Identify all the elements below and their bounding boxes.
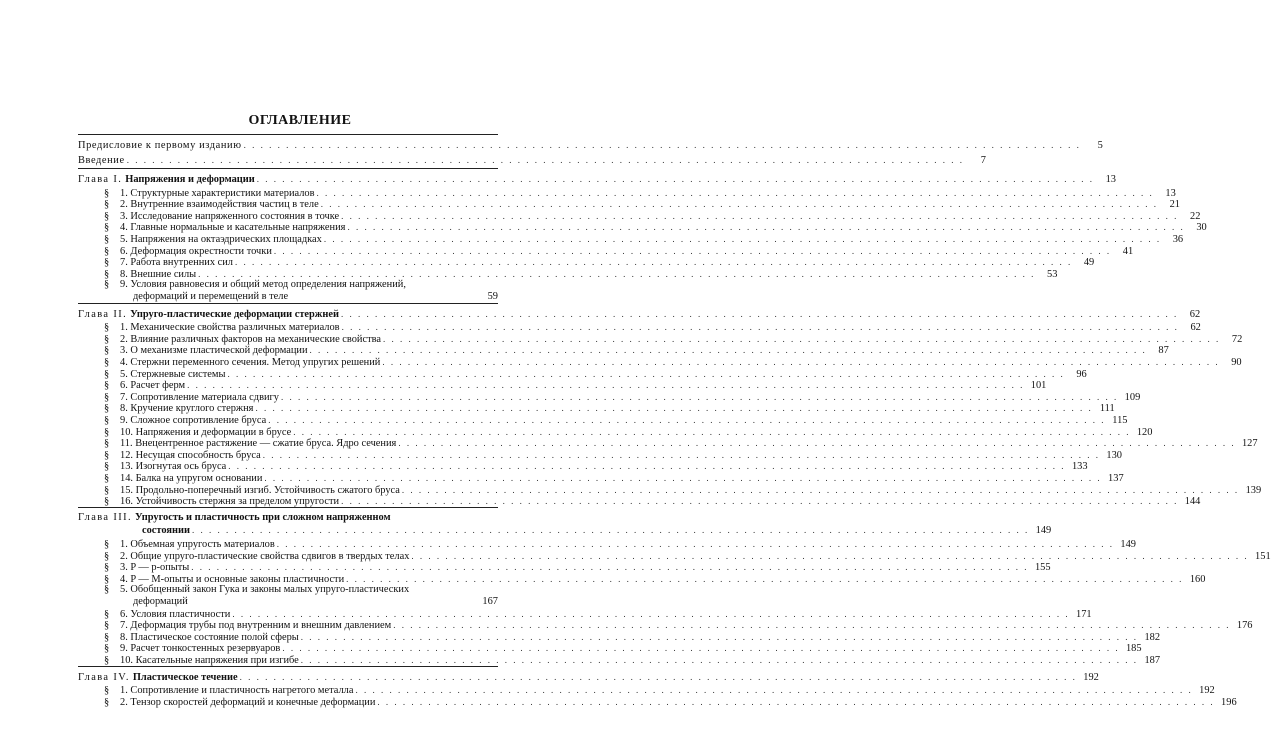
section-title: 4. Главные нормальные и касательные напряжения	[120, 222, 346, 234]
page-number: 62	[1189, 308, 1201, 320]
section-symbol: §	[104, 368, 110, 380]
section-title: 2. Влияние различных факторов на механические свойства	[120, 333, 382, 345]
leader-dots	[277, 538, 1114, 550]
leader-dots	[282, 642, 1119, 654]
section-symbol: §	[104, 473, 110, 484]
section-title: 1. Объемная упругость материалов	[120, 539, 275, 550]
section-symbol: §	[104, 245, 110, 257]
chapter-label: Глава IV.	[78, 671, 130, 683]
leader-dots	[227, 368, 1064, 380]
page-number: 185	[1125, 643, 1142, 655]
section-symbol: §	[104, 333, 110, 345]
page-number: 90	[1231, 357, 1242, 368]
section-symbol: §	[104, 643, 110, 655]
page-number: 137	[1108, 473, 1124, 484]
section-symbol: §	[104, 380, 110, 392]
section-symbol: §	[104, 449, 110, 461]
page-number: 41	[1122, 245, 1134, 257]
page-number: 182	[1144, 631, 1161, 643]
section-title: 5. Обобщенный закон Гука и законы малых упруго-пластических	[120, 584, 410, 596]
divider-line	[78, 666, 498, 667]
leader-dots	[228, 460, 1065, 472]
leader-dots	[274, 245, 1111, 257]
toc-chapter-heading	[78, 512, 498, 524]
toc-section-entry-cont	[133, 596, 498, 608]
page-number: 187	[1144, 655, 1161, 666]
page-number: 13	[1105, 174, 1116, 185]
leader-dots	[341, 495, 1178, 507]
leader-dots	[346, 573, 1183, 585]
divider-line	[78, 507, 498, 508]
section-symbol: §	[104, 268, 110, 280]
page-number: 130	[1106, 449, 1122, 461]
leader-dots	[301, 631, 1138, 643]
leader-dots	[198, 268, 1035, 280]
leader-dots	[393, 619, 1230, 631]
chapter-heading	[78, 174, 255, 186]
page-number: 7	[980, 154, 986, 166]
section-symbol: §	[104, 322, 110, 334]
chapter-label: Глава III.	[78, 511, 132, 523]
page-number: 176	[1236, 620, 1253, 632]
page-number: 149	[1120, 539, 1136, 550]
section-symbol: §	[104, 496, 110, 508]
section-symbol: §	[104, 187, 110, 199]
section-title: 8. Кручение круглого стержня	[120, 403, 254, 415]
page-number: 149	[1035, 525, 1052, 537]
leader-dots	[342, 321, 1179, 333]
leader-dots	[324, 233, 1161, 245]
leader-dots	[317, 187, 1154, 199]
leader-dots	[232, 608, 1069, 620]
page-number: 96	[1076, 368, 1087, 380]
page-number: 5	[1097, 140, 1103, 151]
section-symbol: §	[104, 484, 110, 496]
section-title: 3. О механизме пластической деформации	[120, 345, 308, 357]
leader-dots	[257, 173, 1094, 185]
section-symbol: §	[104, 539, 110, 550]
page-number: 36	[1172, 234, 1184, 245]
toc-entry-front	[78, 139, 1103, 152]
section-title: 8. Пластическое состояние полой сферы	[120, 631, 299, 643]
divider-line	[78, 168, 498, 169]
toc-chapter-heading	[78, 308, 1201, 321]
page-number: 22	[1190, 210, 1201, 222]
leader-dots	[310, 344, 1147, 356]
section-title: 11. Внецентренное растяжение — сжатие бруса. Ядро сечения	[120, 438, 397, 450]
section-title: 4. P — M-опыты и основные законы пластичности	[120, 573, 345, 585]
page-number: 101	[1030, 380, 1047, 392]
toc-chapter-heading-cont	[142, 524, 1052, 537]
page-number: 109	[1124, 391, 1141, 403]
section-title: 9. Расчет тонкостенных резервуаров	[120, 643, 281, 655]
page-number: 196	[1221, 696, 1237, 708]
leader-dots	[240, 671, 1077, 683]
toc-section-entry	[104, 584, 498, 596]
leader-dots	[187, 379, 1024, 391]
section-symbol: §	[104, 426, 110, 438]
section-title: 1. Структурные характеристики материалов	[120, 187, 315, 199]
leader-dots	[264, 472, 1101, 484]
leader-dots	[192, 524, 1029, 536]
section-symbol: §	[104, 391, 110, 403]
leader-dots	[235, 256, 1072, 268]
section-symbol: §	[104, 631, 110, 643]
section-title: 10. Напряжения и деформации в брусе	[120, 426, 292, 438]
toc-section-entry-cont	[133, 291, 498, 303]
entry-title: Введение	[78, 154, 125, 166]
chapter-label: Глава I.	[78, 174, 123, 185]
section-symbol: §	[104, 685, 110, 697]
section-symbol: §	[104, 584, 110, 596]
section-symbol: §	[104, 222, 110, 234]
section-title: 2. Общие упруго-пластические свойства сдвигов в твердых телах	[120, 550, 410, 562]
section-title: 13. Изогнутая ось бруса	[120, 461, 227, 473]
entry-title: Предисловие к первому изданию	[78, 140, 242, 151]
section-symbol: §	[104, 562, 110, 574]
section-title-cont: деформаций и перемещений в теле	[133, 291, 289, 302]
section-title: 9. Условия равновесия и общий метод определения напряжений,	[120, 279, 406, 291]
page-number: 120	[1136, 426, 1153, 438]
chapter-title: Напряжения и деформации	[125, 174, 255, 185]
section-symbol: §	[104, 461, 110, 473]
page-number: 192	[1083, 671, 1099, 683]
leader-dots	[377, 696, 1214, 708]
section-title: 8. Внешние силы	[120, 268, 197, 280]
section-title: 14. Балка на упругом основании	[120, 473, 263, 484]
page-number: 62	[1190, 322, 1201, 334]
page-number: 13	[1165, 187, 1176, 199]
section-title: 2. Тензор скоростей деформаций и конечные деформации	[120, 696, 376, 708]
page-number: 59	[487, 291, 498, 302]
leader-dots	[127, 154, 964, 166]
section-title: 7. Сопротивление материала сдвигу	[120, 391, 280, 403]
page-number: 160	[1189, 573, 1206, 585]
section-symbol: §	[104, 403, 110, 415]
chapter-title: Упруго-пластические деформации стержней	[130, 308, 339, 320]
section-title: 10. Касательные напряжения при изгибе	[120, 655, 299, 666]
page-number: 30	[1196, 222, 1207, 234]
toc-section-entry	[104, 279, 498, 291]
page-number: 53	[1047, 268, 1058, 280]
leader-dots	[398, 437, 1235, 449]
section-title: 9. Сложное сопротивление бруса	[120, 415, 267, 426]
page-number: 127	[1241, 438, 1258, 450]
section-symbol: §	[104, 696, 110, 708]
section-title: 3. P — p-опыты	[120, 562, 190, 574]
section-title: 7. Деформация трубы под внутренним и внешним давлением	[120, 620, 392, 632]
divider-line	[78, 303, 498, 304]
section-title: 2. Внутренние взаимодействия частиц в теле	[120, 199, 319, 211]
chapter-title: Пластическое течение	[132, 671, 238, 683]
toc-chapter-heading	[78, 173, 1116, 186]
leader-dots	[383, 333, 1220, 345]
section-title: 1. Сопротивление и пластичность нагретого металла	[120, 685, 354, 697]
section-symbol: §	[104, 279, 110, 291]
leader-dots	[341, 210, 1178, 222]
section-symbol: §	[104, 210, 110, 222]
leader-dots	[268, 414, 1105, 426]
page-number: 21	[1169, 199, 1180, 211]
section-symbol: §	[104, 620, 110, 632]
chapter-heading	[78, 512, 391, 524]
section-symbol: §	[104, 415, 110, 426]
leader-dots	[321, 198, 1158, 210]
page-number: 167	[482, 596, 498, 607]
leader-dots	[281, 391, 1118, 403]
chapter-title: Упругость и пластичность при сложном напряженном	[134, 511, 391, 523]
toc-chapter-heading	[78, 671, 1099, 684]
leader-dots	[191, 561, 1028, 573]
section-title: 7. Работа внутренних сил	[120, 257, 233, 269]
section-title: 6. Расчет ферм	[120, 380, 186, 392]
leader-dots	[255, 402, 1092, 414]
section-symbol: §	[104, 438, 110, 450]
section-symbol: §	[104, 550, 110, 562]
toc-entry-front	[78, 154, 986, 167]
leader-dots	[411, 550, 1248, 562]
chapter-label: Глава II.	[78, 308, 128, 320]
chapter-heading	[78, 309, 339, 321]
section-symbol: §	[104, 199, 110, 211]
section-symbol: §	[104, 357, 110, 368]
page-number: 115	[1112, 415, 1128, 426]
section-title: 12. Несущая способность бруса	[120, 449, 261, 461]
page-number: 139	[1245, 484, 1262, 496]
section-title: 5. Напряжения на октаэдрических площадках	[120, 234, 322, 245]
page-number: 87	[1158, 345, 1169, 357]
leader-dots	[402, 484, 1239, 496]
page-number: 144	[1184, 496, 1201, 508]
leader-dots	[382, 356, 1219, 368]
toc-section-entry	[104, 696, 1237, 709]
leader-dots	[347, 221, 1184, 233]
section-title: 4. Стержни переменного сечения. Метод упругих решений	[120, 357, 381, 368]
section-symbol: §	[104, 573, 110, 585]
section-symbol: §	[104, 234, 110, 245]
page-number: 171	[1076, 608, 1092, 620]
page-number: 72	[1231, 333, 1243, 345]
leader-dots	[301, 654, 1138, 666]
page-number: 151	[1255, 550, 1271, 562]
divider-line	[78, 134, 498, 135]
section-title: 6. Условия пластичности	[120, 608, 231, 620]
leader-dots	[355, 684, 1192, 696]
page-title: ОГЛАВЛЕНИЕ	[248, 113, 352, 128]
section-symbol: §	[104, 257, 110, 269]
chapter-heading	[78, 672, 238, 684]
leader-dots	[341, 308, 1178, 320]
leader-dots	[244, 139, 1081, 151]
page-number: 155	[1034, 562, 1051, 574]
chapter-title-cont: состоянии	[142, 525, 190, 537]
leader-dots	[293, 426, 1130, 438]
page-number: 49	[1083, 257, 1095, 269]
section-title: 15. Продольно-поперечный изгиб. Устойчивость сжатого бруса	[120, 484, 400, 496]
section-title: 16. Устойчивость стержня за пределом упругости	[120, 496, 340, 508]
section-title: 3. Исследование напряженного состояния в точке	[120, 210, 340, 222]
section-symbol: §	[104, 655, 110, 666]
section-symbol: §	[104, 345, 110, 357]
section-title: 5. Стержневые системы	[120, 368, 226, 380]
leader-dots	[263, 449, 1100, 461]
section-title: 1. Механические свойства различных материалов	[120, 322, 340, 334]
section-title-cont: деформаций	[133, 596, 188, 607]
page-number: 192	[1199, 685, 1215, 697]
section-title: 6. Деформация окрестности точки	[120, 245, 272, 257]
page-number: 133	[1071, 461, 1088, 473]
page-number: 111	[1099, 403, 1115, 415]
section-symbol: §	[104, 608, 110, 620]
